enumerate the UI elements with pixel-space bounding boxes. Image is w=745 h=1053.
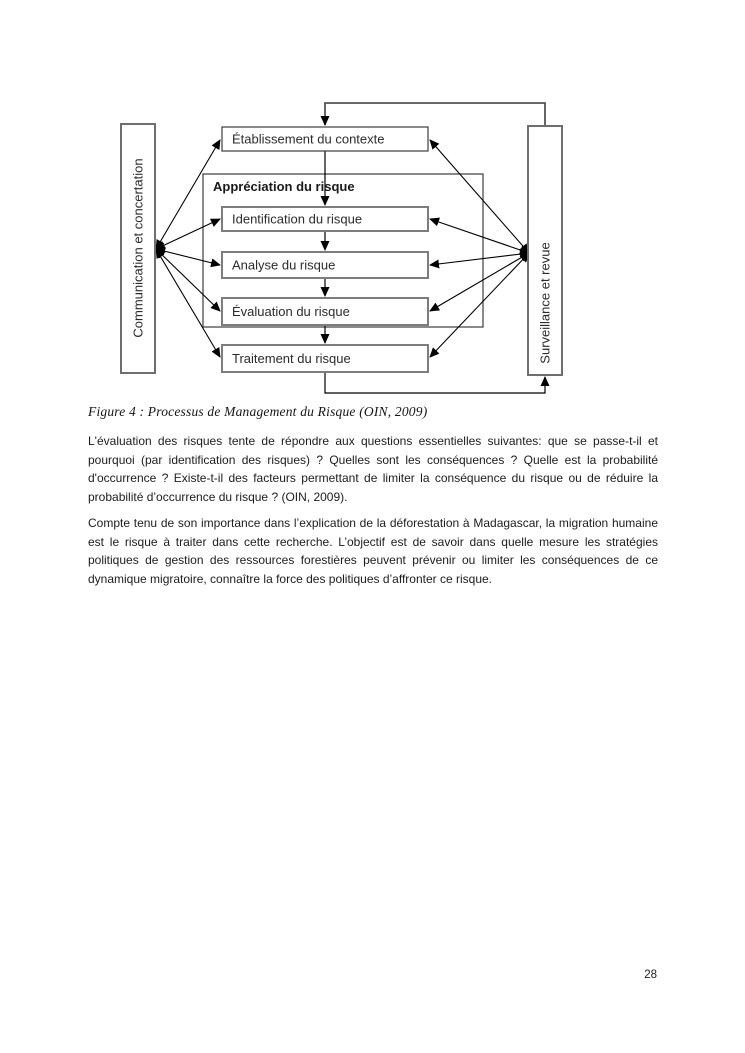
traitement-box-label: Traitement du risque xyxy=(232,351,351,366)
page-number: 28 xyxy=(644,969,657,981)
feedback-loop-top-arrow xyxy=(325,103,545,126)
identification-box-label: Identification du risque xyxy=(232,211,363,227)
arrow-comm-contexte xyxy=(156,140,220,249)
arrow-comm-traitement xyxy=(156,249,220,357)
arrow-surv-evaluation xyxy=(430,253,529,311)
figure-caption: Figure 4 : Processus de Management du Risque (OIN, 2009) xyxy=(88,404,428,419)
paragraph-madagascar-context: Compte tenu de son importance dans l’explication de la déforestation à Madagascar, la migration humaine est le risque à traiter dans cette recherche. L’objectif est de savoir dans quelle mesure les stratégies politiques de gestion des ressources forestières peuvent prévenir ou limiter les conséquences de ce dynamique migratoire, connaître la force des politiques d’affronter ce risque. xyxy=(88,516,658,586)
risk-management-process-diagram xyxy=(85,90,585,405)
arrow-comm-identification xyxy=(156,219,220,249)
communication-bar-label: Communication et concertation xyxy=(130,158,146,338)
arrow-comm-evaluation xyxy=(156,249,220,311)
evaluation-box-label: Évaluation du risque xyxy=(232,304,350,319)
paragraph-risk-evaluation: L'évaluation des risques tente de répondre aux questions essentielles suivantes: que se passe-t-il et pourquoi (par identification des risques) ? Quelles sont les conséquences ? Quelle est la probabilité d'occurrence ? Existe-t-il des facteurs permettant de limiter la conséquence du risque ou de réduire la probabilité d’occurrence du risque ? (OIN, 2009). xyxy=(88,434,658,504)
communication-link-arrows xyxy=(156,140,220,357)
surveillance-link-arrows xyxy=(430,140,529,357)
arrow-comm-analyse xyxy=(156,249,220,265)
arrow-surv-traitement xyxy=(430,253,529,357)
arrow-surv-analyse xyxy=(430,253,529,265)
surveillance-bar-label: Surveillance et revue xyxy=(537,242,553,364)
appreciation-group-label: Appréciation du risque xyxy=(213,179,355,194)
analyse-box-label: Analyse du risque xyxy=(232,257,336,273)
feedback-loop-bottom-arrow xyxy=(325,372,545,393)
contexte-box-label: Établissement du contexte xyxy=(232,131,385,147)
